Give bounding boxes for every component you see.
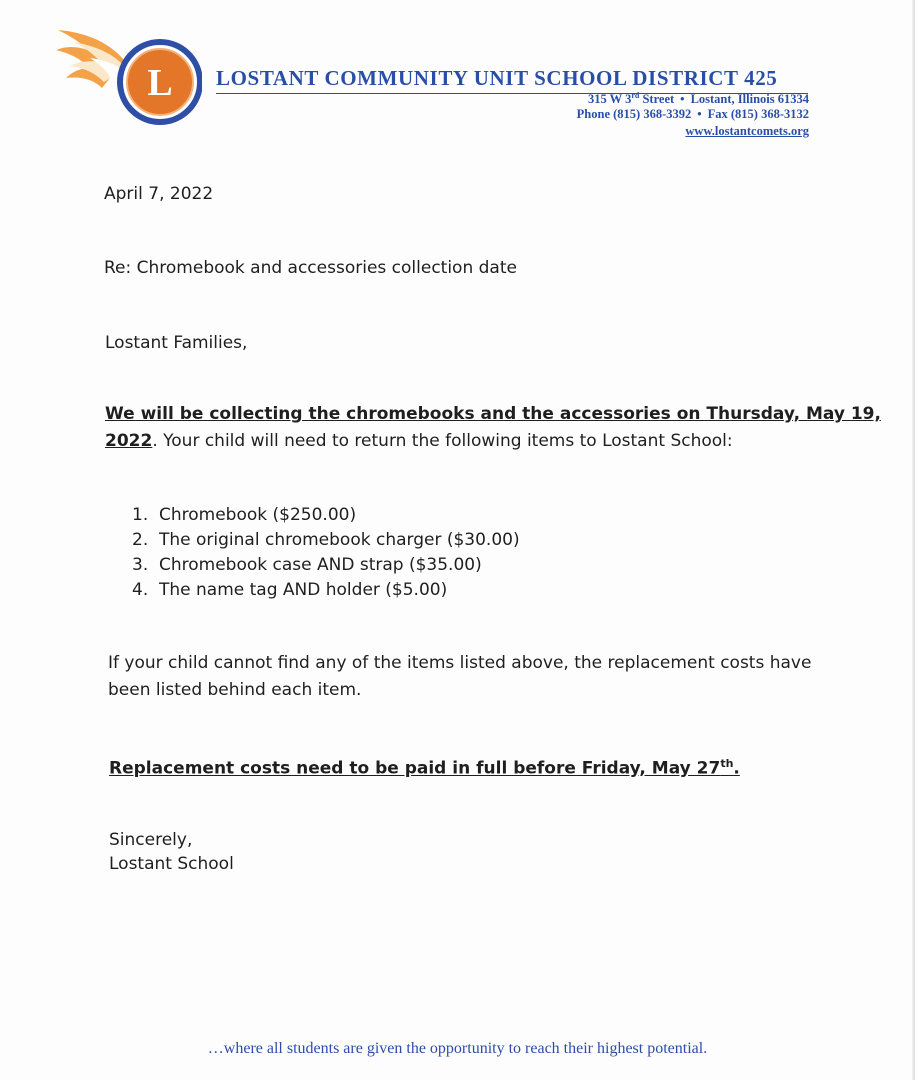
district-name: LOSTANT COMMUNITY UNIT SCHOOL DISTRICT 425	[216, 66, 808, 94]
closing: Sincerely,	[109, 830, 193, 850]
footer-motto: …where all students are given the opportunity to reach their highest potential.	[207, 1040, 708, 1057]
list-item: 1. Chromebook ($250.00)	[132, 505, 357, 525]
return-items-list	[132, 503, 520, 603]
list-item: 4. The name tag AND holder ($5.00)	[132, 580, 448, 600]
address-line: 315 W 3rd Street • Lostant, Illinois 61334	[588, 91, 809, 107]
website-link[interactable]: www.lostantcomets.org	[685, 124, 809, 138]
logo-letter: L	[147, 62, 173, 104]
collection-paragraph: We will be collecting the chromebooks and the accessories on Thursday, May 19, 2022. Your child will need to return the following items to Lostant School:	[105, 404, 881, 451]
list-item: 2. The original chromebook charger ($30.00)	[132, 530, 520, 550]
letter-date: April 7, 2022	[104, 184, 214, 204]
replacement-paragraph: If your child cannot find any of the items listed above, the replacement costs have been listed behind each item.	[108, 653, 812, 700]
phone-number: Phone (815) 368-3392	[576, 107, 692, 121]
district-logo	[52, 20, 202, 132]
salutation: Lostant Families,	[105, 333, 248, 353]
fax-number: Fax (815) 368-3132	[707, 107, 809, 121]
payment-deadline: Replacement costs need to be paid in full before Friday, May 27th.	[109, 757, 740, 779]
list-item: 3. Chromebook case AND strap ($35.00)	[132, 555, 482, 575]
signature-name: Lostant School	[109, 854, 234, 874]
collection-date-emphasis: We will be collecting the chromebooks and the accessories on Thursday, May 19,	[105, 404, 881, 424]
contact-line: Phone (815) 368-3392 • Fax (815) 368-3132	[576, 107, 809, 121]
subject-line: Re: Chromebook and accessories collection date	[104, 258, 517, 278]
